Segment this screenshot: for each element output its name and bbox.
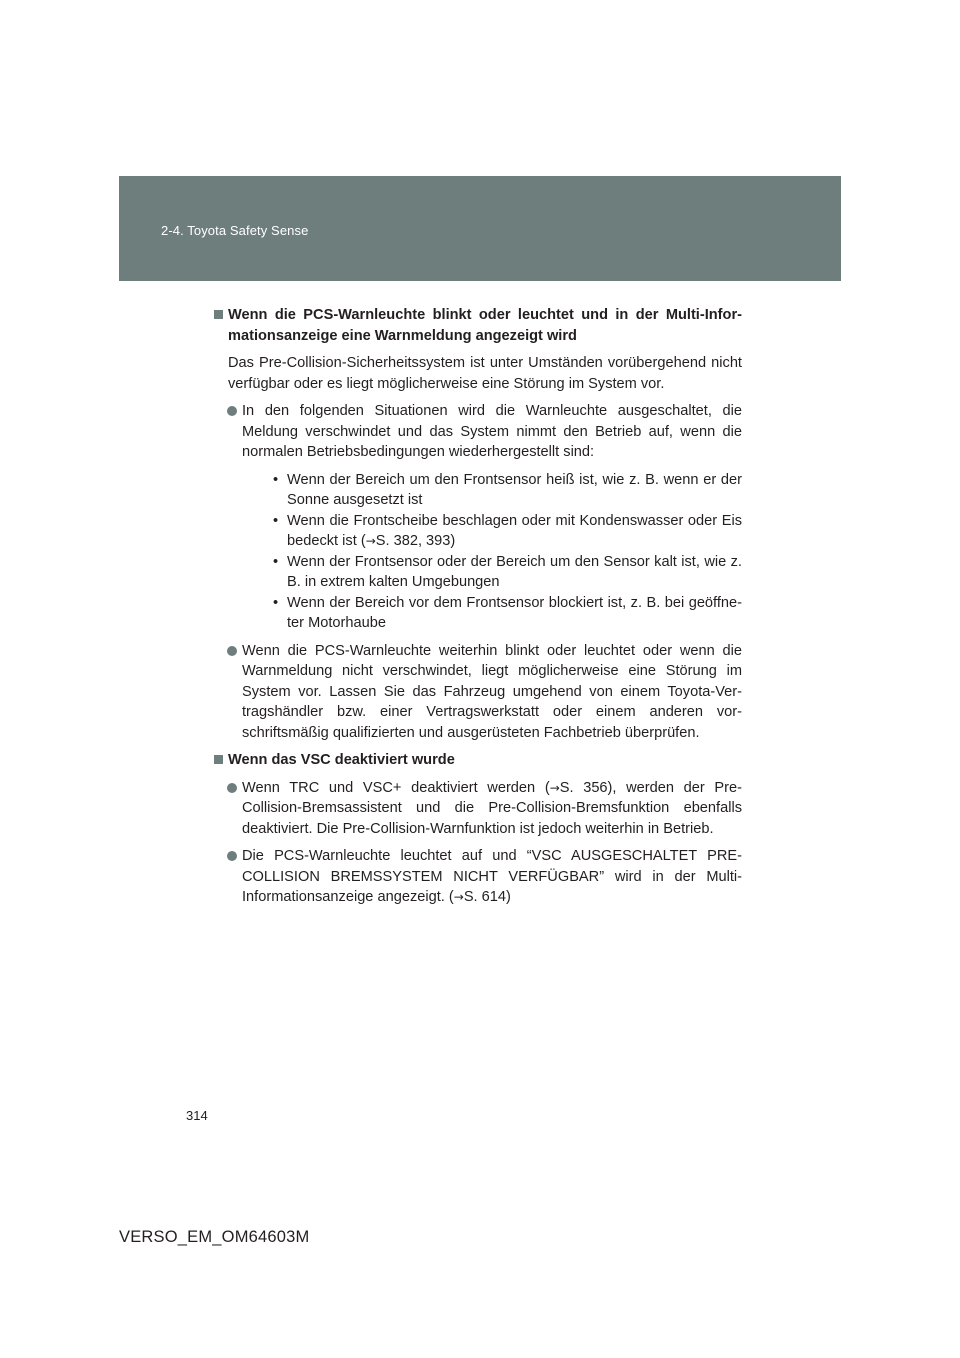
list-item bbox=[242, 511, 742, 552]
circle-bullet-icon bbox=[227, 406, 237, 416]
heading-text: Wenn die PCS-Warnleuchte blinkt oder leuchtet und in der Multi-Infor-mationsanzeige eine Warnmeldung angezeigt wird bbox=[228, 307, 742, 344]
section-title: 2-4. Toyota Safety Sense bbox=[161, 223, 309, 238]
header-band bbox=[119, 176, 841, 281]
page-reference: S. 614) bbox=[463, 889, 511, 905]
dot-marker: • bbox=[273, 471, 279, 488]
bullet-malfunction bbox=[212, 641, 742, 744]
bullet-text: Wenn TRC und VSC+ deaktiviert werden ( bbox=[242, 779, 550, 796]
square-bullet-icon bbox=[214, 310, 223, 319]
bullet-text-cont: S. 356), werden der Pre-Collision-Bremsassistent und die Pre-Collision-Bremsfunktion ebenfalls deaktiviert. Die Pre-Collision-Warnfunktion ist jedoch weiterhin in Betrieb. bbox=[242, 779, 742, 837]
conditions-list bbox=[242, 470, 742, 634]
list-item-text: Wenn der Frontsensor oder der Bereich um den Sensor kalt ist, wie z. B. in extrem kalten Umgebungen bbox=[287, 553, 742, 590]
arrow-right-icon: → bbox=[549, 780, 560, 795]
page-reference: S. 382, 393) bbox=[375, 533, 456, 549]
bullet-text: In den folgenden Situationen wird die Warnleuchte ausgeschaltet, die Meldung verschwindet und das System nimmt den Betrieb auf, wenn die normalen Betriebsbedingungen wiederhergestellt sind: bbox=[242, 403, 742, 460]
document-code: VERSO_EM_OM64603M bbox=[119, 1228, 310, 1246]
heading-vsc-off bbox=[212, 750, 742, 771]
heading-text: Wenn das VSC deaktiviert wurde bbox=[228, 752, 455, 768]
bullet-vsc-message bbox=[212, 846, 742, 908]
square-bullet-icon bbox=[214, 755, 223, 764]
content bbox=[212, 305, 742, 908]
list-item-text: Wenn der Bereich um den Frontsensor heiß ist, wie z. B. wenn er der Sonne ausgesetzt ist bbox=[287, 471, 742, 508]
bullet-warning-off bbox=[212, 401, 742, 634]
bullet-text: Die PCS-Warnleuchte leuchtet auf und “VSC AUSGESCHALTET PRE-COLLISION BREMSSYSTEM NICHT VERFÜGBAR” wird in der Multi-Informationsanzeige angezeigt. ( bbox=[242, 848, 742, 905]
dot-marker: • bbox=[273, 594, 279, 611]
list-item bbox=[242, 593, 742, 634]
list-item bbox=[242, 470, 742, 511]
list-item-text: Wenn die Frontscheibe beschlagen oder mit Kondenswasser oder Eis bedeckt ist ( bbox=[287, 512, 742, 549]
page-number: 314 bbox=[186, 1108, 208, 1123]
dot-marker: • bbox=[273, 512, 279, 529]
arrow-right-icon: → bbox=[365, 534, 376, 548]
list-item-text: Wenn der Bereich vor dem Frontsensor blockiert ist, z. B. bei geöffne-ter Motorhaube bbox=[287, 594, 742, 631]
intro-paragraph: Das Pre-Collision-Sicherheitssystem ist unter Umständen vorübergehend nicht verfügbar oder es liegt möglicherweise eine Störung im System vor. bbox=[228, 355, 742, 392]
circle-bullet-icon bbox=[227, 646, 237, 656]
dot-marker: • bbox=[273, 553, 279, 570]
circle-bullet-icon bbox=[227, 851, 237, 861]
heading-pcs-warning bbox=[212, 305, 742, 346]
circle-bullet-icon bbox=[227, 783, 237, 793]
bullet-trc-vsc bbox=[212, 778, 742, 840]
list-item bbox=[242, 552, 742, 593]
bullet-text: Wenn die PCS-Warnleuchte weiterhin blinkt oder leuchtet oder wenn die Warnmeldung nicht verschwindet, liegt möglicherweise eine Störung im System vor. Lassen Sie das Fahrzeug umgehend von einem Toyota-Ver-tragshändler bzw. einer Vertragswerkstatt oder einem anderen vor-schriftsmäßig qualifizierten und ausgerüsteten Fachbetrieb überprüfen. bbox=[242, 642, 742, 741]
arrow-right-icon: → bbox=[453, 890, 464, 904]
